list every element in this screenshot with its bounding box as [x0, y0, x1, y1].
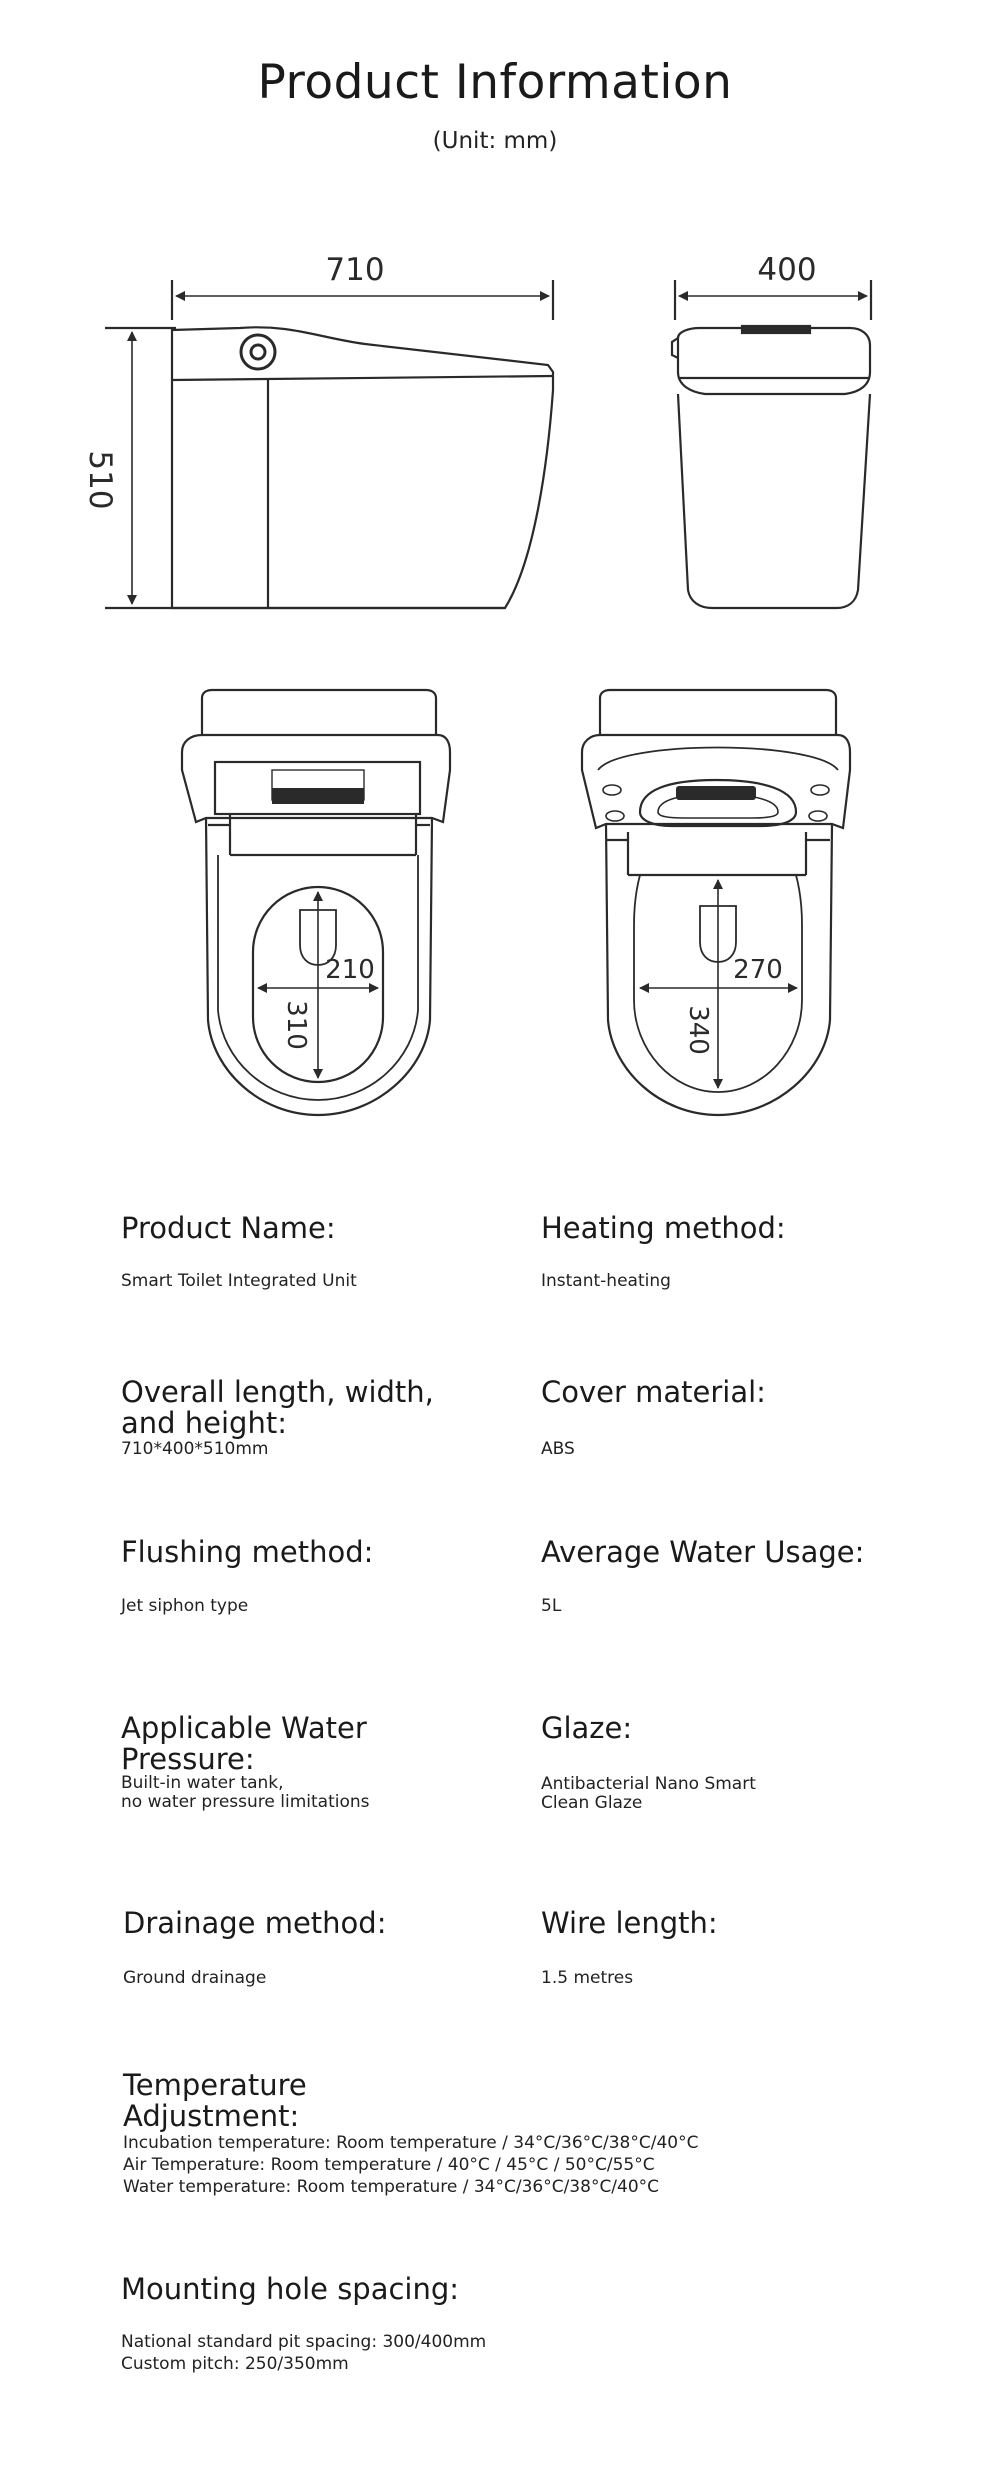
overall-size-label-line2: and height:: [121, 1406, 287, 1440]
flushing-method-value: Jet siphon type: [121, 1596, 249, 1616]
seat-large-length-dimension: 340: [683, 1005, 713, 1055]
water-pressure-value: [121, 1774, 541, 1812]
drainage-method-value: Ground drainage: [123, 1968, 267, 1988]
seat-small-length-dimension: 310: [281, 1000, 311, 1050]
heating-method-value: Instant-heating: [541, 1271, 671, 1291]
water-pressure-label-line1: Applicable Water: [121, 1711, 367, 1745]
water-usage-value: 5L: [541, 1596, 562, 1616]
water-pressure-label-line2: Pressure:: [121, 1742, 255, 1776]
water-pressure-value-line1: Built-in water tank,: [121, 1773, 284, 1793]
seat-small-width-dimension: 210: [325, 955, 375, 985]
temperature-label-line1: Temperature: [123, 2068, 307, 2102]
side-height-dimension: 510: [82, 450, 118, 510]
mounting-label: Mounting hole spacing:: [121, 2272, 460, 2306]
temperature-label-line2: Adjustment:: [123, 2099, 300, 2133]
wire-length-label: Wire length:: [541, 1906, 718, 1940]
air-temperature-line: Air Temperature: Room temperature / 40°C / 45°C / 50°C/55°C: [123, 2155, 655, 2175]
water-temperature-line: Water temperature: Room temperature / 34°C/36°C/38°C/40°C: [123, 2177, 660, 2197]
side-length-dimension: 710: [325, 252, 385, 288]
mounting-standard-line: National standard pit spacing: 300/400mm: [121, 2332, 487, 2352]
water-usage-label: Average Water Usage:: [541, 1535, 865, 1569]
overall-size-label-line1: Overall length, width,: [121, 1375, 434, 1409]
flushing-method-label: Flushing method:: [121, 1535, 374, 1569]
page-title: Product Information: [257, 55, 733, 110]
product-name-label: Product Name:: [121, 1211, 336, 1245]
drainage-method-label: Drainage method:: [123, 1906, 387, 1940]
mounting-values: [121, 2331, 821, 2375]
glaze-value: [541, 1775, 961, 1813]
wire-length-value: 1.5 metres: [541, 1968, 634, 1988]
front-width-dimension: 400: [757, 252, 817, 288]
unit-note: (Unit: mm): [432, 128, 558, 154]
temperature-values: [123, 2132, 823, 2198]
cover-material-label: Cover material:: [541, 1375, 766, 1409]
heating-method-label: Heating method:: [541, 1211, 786, 1245]
glaze-label: Glaze:: [541, 1711, 633, 1745]
product-name-value: Smart Toilet Integrated Unit: [121, 1271, 357, 1291]
glaze-value-line1: Antibacterial Nano Smart: [541, 1774, 756, 1794]
seat-large-width-dimension: 270: [733, 955, 783, 985]
top-view-open-drawing: [582, 690, 850, 1115]
side-view-drawing: [105, 280, 553, 608]
overall-size-value: 710*400*510mm: [121, 1439, 269, 1459]
cover-material-value: ABS: [541, 1439, 575, 1459]
overall-size-label: [121, 1377, 501, 1439]
product-dimension-drawings: [0, 0, 990, 1130]
top-view-lid-drawing: [182, 690, 450, 1115]
glaze-value-line2: Clean Glaze: [541, 1793, 643, 1813]
temperature-label: [123, 2070, 503, 2132]
water-pressure-label: [121, 1713, 501, 1775]
incubation-temperature-line: Incubation temperature: Room temperature / 34°C/36°C/38°C/40°C: [123, 2133, 699, 2153]
front-view-drawing: [672, 280, 871, 608]
water-pressure-value-line2: no water pressure limitations: [121, 1792, 370, 1812]
mounting-custom-line: Custom pitch: 250/350mm: [121, 2354, 349, 2374]
